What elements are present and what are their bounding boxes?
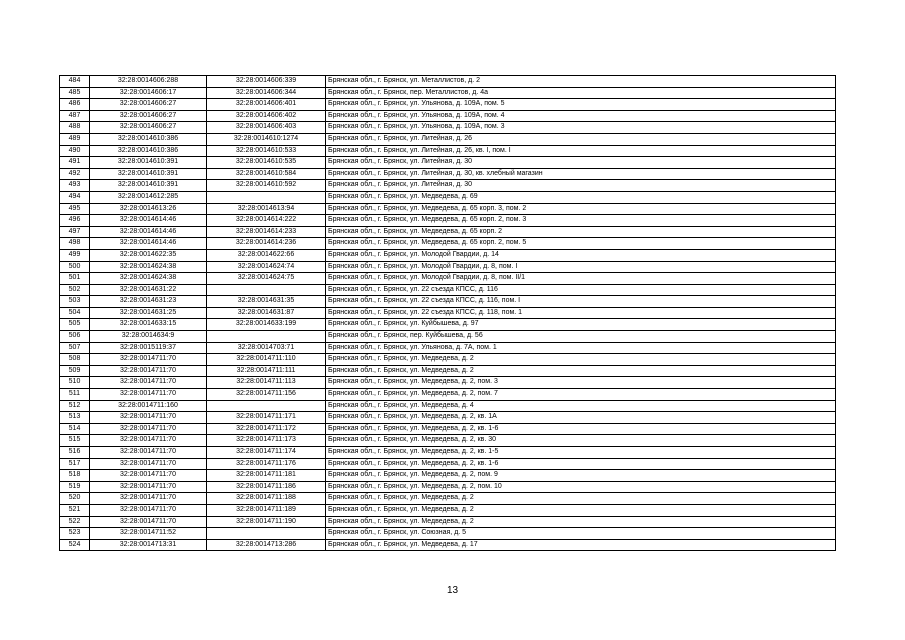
object-cadastral-number-cell <box>207 284 326 296</box>
row-number-cell: 506 <box>60 331 90 343</box>
address-cell: Брянская обл., г. Брянск, ул. Медведева, д. 4 <box>326 400 836 412</box>
table-row <box>60 539 836 551</box>
object-cadastral-number-cell <box>207 331 326 343</box>
table-row <box>60 99 836 111</box>
parcel-cadastral-number-cell: 32:28:0014711:70 <box>90 377 207 389</box>
parcel-cadastral-number-cell: 32:28:0014606:288 <box>90 76 207 88</box>
row-number-cell: 522 <box>60 516 90 528</box>
row-number-cell: 493 <box>60 180 90 192</box>
table-row <box>60 168 836 180</box>
table-row <box>60 447 836 459</box>
table-row <box>60 528 836 540</box>
row-number-cell: 517 <box>60 458 90 470</box>
parcel-cadastral-number-cell: 32:28:0014614:46 <box>90 226 207 238</box>
address-cell: Брянская обл., г. Брянск, ул. Медведева, д. 2 <box>326 354 836 366</box>
object-cadastral-number-cell: 32:28:0014711:186 <box>207 481 326 493</box>
table-row <box>60 423 836 435</box>
table-row <box>60 157 836 169</box>
object-cadastral-number-cell: 32:28:0014711:181 <box>207 470 326 482</box>
address-cell: Брянская обл., г. Брянск, ул. Медведева, д. 69 <box>326 191 836 203</box>
object-cadastral-number-cell: 32:28:0014711:189 <box>207 504 326 516</box>
object-cadastral-number-cell: 32:28:0014711:110 <box>207 354 326 366</box>
row-number-cell: 484 <box>60 76 90 88</box>
row-number-cell: 519 <box>60 481 90 493</box>
row-number-cell: 515 <box>60 435 90 447</box>
object-cadastral-number-cell: 32:28:0014711:111 <box>207 365 326 377</box>
row-number-cell: 500 <box>60 261 90 273</box>
row-number-cell: 511 <box>60 389 90 401</box>
table-row <box>60 215 836 227</box>
address-cell: Брянская обл., г. Брянск, ул. Ульянова, д. 109А, пом. 5 <box>326 99 836 111</box>
parcel-cadastral-number-cell: 32:28:0014711:70 <box>90 423 207 435</box>
address-cell: Брянская обл., г. Брянск, ул. Литейная, д. 30 <box>326 157 836 169</box>
object-cadastral-number-cell: 32:28:0014606:339 <box>207 76 326 88</box>
table-row <box>60 76 836 88</box>
object-cadastral-number-cell: 32:28:0014711:188 <box>207 493 326 505</box>
parcel-cadastral-number-cell: 32:28:0014631:23 <box>90 296 207 308</box>
row-number-cell: 498 <box>60 238 90 250</box>
parcel-cadastral-number-cell: 32:28:0014711:70 <box>90 435 207 447</box>
parcel-cadastral-number-cell: 32:28:0014606:27 <box>90 122 207 134</box>
table-row <box>60 412 836 424</box>
table-row <box>60 238 836 250</box>
object-cadastral-number-cell: 32:28:0014610:533 <box>207 145 326 157</box>
object-cadastral-number-cell: 32:28:0014606:344 <box>207 87 326 99</box>
address-cell: Брянская обл., г. Брянск, ул. Металлистов, д. 2 <box>326 76 836 88</box>
parcel-cadastral-number-cell: 32:28:0014606:27 <box>90 99 207 111</box>
table-row <box>60 122 836 134</box>
parcel-cadastral-number-cell: 32:28:0014711:70 <box>90 470 207 482</box>
object-cadastral-number-cell: 32:28:0014606:402 <box>207 110 326 122</box>
parcel-cadastral-number-cell: 32:28:0014633:15 <box>90 319 207 331</box>
object-cadastral-number-cell: 32:28:0014613:94 <box>207 203 326 215</box>
parcel-cadastral-number-cell: 32:28:0014622:35 <box>90 249 207 261</box>
object-cadastral-number-cell: 32:28:0014711:190 <box>207 516 326 528</box>
parcel-cadastral-number-cell: 32:28:0014610:391 <box>90 157 207 169</box>
parcel-cadastral-number-cell: 32:28:0014711:70 <box>90 516 207 528</box>
row-number-cell: 505 <box>60 319 90 331</box>
parcel-cadastral-number-cell: 32:28:0014711:70 <box>90 389 207 401</box>
row-number-cell: 496 <box>60 215 90 227</box>
address-cell: Брянская обл., г. Брянск, ул. Медведева, д. 65 корп. 2, пом. 3 <box>326 215 836 227</box>
parcel-cadastral-number-cell: 32:28:0014610:386 <box>90 145 207 157</box>
object-cadastral-number-cell: 32:28:0014713:286 <box>207 539 326 551</box>
address-cell: Брянская обл., г. Брянск, ул. Медведева, д. 2 <box>326 365 836 377</box>
object-cadastral-number-cell: 32:28:0014711:176 <box>207 458 326 470</box>
row-number-cell: 490 <box>60 145 90 157</box>
table-row <box>60 470 836 482</box>
object-cadastral-number-cell: 32:28:0014610:592 <box>207 180 326 192</box>
table-row <box>60 516 836 528</box>
address-cell: Брянская обл., г. Брянск, ул. Медведева, д. 2, кв. 1-6 <box>326 458 836 470</box>
address-cell: Брянская обл., г. Брянск, ул. Молодой Гвардии, д. 8, пом. I <box>326 261 836 273</box>
address-cell: Брянская обл., г. Брянск, ул. Медведева, д. 65 корп. 2, пом. 5 <box>326 238 836 250</box>
object-cadastral-number-cell: 32:28:0014711:172 <box>207 423 326 435</box>
row-number-cell: 494 <box>60 191 90 203</box>
parcel-cadastral-number-cell: 32:28:0014631:22 <box>90 284 207 296</box>
object-cadastral-number-cell: 32:28:0014711:173 <box>207 435 326 447</box>
parcel-cadastral-number-cell: 32:28:0014634:9 <box>90 331 207 343</box>
parcel-cadastral-number-cell: 32:28:0014610:391 <box>90 180 207 192</box>
table-row <box>60 226 836 238</box>
table-row <box>60 400 836 412</box>
table-row <box>60 180 836 192</box>
address-cell: Брянская обл., г. Брянск, пер. Металлистов, д. 4а <box>326 87 836 99</box>
row-number-cell: 492 <box>60 168 90 180</box>
object-cadastral-number-cell: 32:28:0014606:403 <box>207 122 326 134</box>
address-cell: Брянская обл., г. Брянск, ул. Медведева, д. 2, пом. 3 <box>326 377 836 389</box>
row-number-cell: 513 <box>60 412 90 424</box>
object-cadastral-number-cell <box>207 528 326 540</box>
row-number-cell: 502 <box>60 284 90 296</box>
table-row <box>60 261 836 273</box>
object-cadastral-number-cell: 32:28:0014624:74 <box>207 261 326 273</box>
object-cadastral-number-cell: 32:28:0014711:156 <box>207 389 326 401</box>
object-cadastral-number-cell: 32:28:0014610:584 <box>207 168 326 180</box>
address-cell: Брянская обл., г. Брянск, ул. Союзная, д. 5 <box>326 528 836 540</box>
parcel-cadastral-number-cell: 32:28:0014711:70 <box>90 354 207 366</box>
address-cell: Брянская обл., г. Брянск, ул. Медведева, д. 2 <box>326 493 836 505</box>
table-row <box>60 354 836 366</box>
table-row <box>60 203 836 215</box>
object-cadastral-number-cell: 32:28:0014633:199 <box>207 319 326 331</box>
row-number-cell: 504 <box>60 307 90 319</box>
row-number-cell: 510 <box>60 377 90 389</box>
row-number-cell: 497 <box>60 226 90 238</box>
address-cell: Брянская обл., г. Брянск, ул. Куйбышева, д. 97 <box>326 319 836 331</box>
parcel-cadastral-number-cell: 32:28:0014711:70 <box>90 447 207 459</box>
table-row <box>60 504 836 516</box>
parcel-cadastral-number-cell: 32:28:0014711:70 <box>90 481 207 493</box>
row-number-cell: 487 <box>60 110 90 122</box>
row-number-cell: 485 <box>60 87 90 99</box>
object-cadastral-number-cell: 32:28:0014610:535 <box>207 157 326 169</box>
address-cell: Брянская обл., г. Брянск, ул. Медведева, д. 2 <box>326 516 836 528</box>
address-cell: Брянская обл., г. Брянск, ул. 22 съезда КПСС, д. 118, пом. 1 <box>326 307 836 319</box>
address-cell: Брянская обл., г. Брянск, ул. Молодой Гвардии, д. 14 <box>326 249 836 261</box>
parcel-cadastral-number-cell: 32:28:0014624:38 <box>90 261 207 273</box>
parcel-cadastral-number-cell: 32:28:0014606:27 <box>90 110 207 122</box>
table-row <box>60 458 836 470</box>
parcel-cadastral-number-cell: 32:28:0014711:52 <box>90 528 207 540</box>
address-cell: Брянская обл., г. Брянск, ул. Медведева, д. 2 <box>326 504 836 516</box>
object-cadastral-number-cell: 32:28:0014614:222 <box>207 215 326 227</box>
parcel-cadastral-number-cell: 32:28:0014614:46 <box>90 238 207 250</box>
row-number-cell: 520 <box>60 493 90 505</box>
table-row <box>60 284 836 296</box>
table-row <box>60 87 836 99</box>
parcel-cadastral-number-cell: 32:28:0014614:46 <box>90 215 207 227</box>
object-cadastral-number-cell: 32:28:0014622:66 <box>207 249 326 261</box>
object-cadastral-number-cell: 32:28:0014703:71 <box>207 342 326 354</box>
table-row <box>60 110 836 122</box>
address-cell: Брянская обл., г. Брянск, ул. Медведева, д. 2, пом. 9 <box>326 470 836 482</box>
address-cell: Брянская обл., г. Брянск, ул. 22 съезда КПСС, д. 116, пом. I <box>326 296 836 308</box>
address-cell: Брянская обл., г. Брянск, ул. Медведева, д. 2, кв. 1-5 <box>326 447 836 459</box>
table-row <box>60 377 836 389</box>
address-cell: Брянская обл., г. Брянск, ул. 22 съезда КПСС, д. 116 <box>326 284 836 296</box>
address-cell: Брянская обл., г. Брянск, пер. Куйбышева, д. 56 <box>326 331 836 343</box>
table-row <box>60 342 836 354</box>
parcel-cadastral-number-cell: 32:28:0014613:26 <box>90 203 207 215</box>
row-number-cell: 499 <box>60 249 90 261</box>
address-cell: Брянская обл., г. Брянск, ул. Литейная, д. 30, кв. хлебный магазин <box>326 168 836 180</box>
parcel-cadastral-number-cell: 32:28:0015119:37 <box>90 342 207 354</box>
object-cadastral-number-cell: 32:28:0014624:75 <box>207 273 326 285</box>
table-row <box>60 331 836 343</box>
address-cell: Брянская обл., г. Брянск, ул. Ульянова, д. 109А, пом. 4 <box>326 110 836 122</box>
address-cell: Брянская обл., г. Брянск, ул. Медведева, д. 65 корп. 2 <box>326 226 836 238</box>
row-number-cell: 516 <box>60 447 90 459</box>
parcel-cadastral-number-cell: 32:28:0014606:17 <box>90 87 207 99</box>
address-cell: Брянская обл., г. Брянск, ул. Ульянова, д. 7А, пом. 1 <box>326 342 836 354</box>
table-row <box>60 191 836 203</box>
row-number-cell: 486 <box>60 99 90 111</box>
row-number-cell: 489 <box>60 133 90 145</box>
object-cadastral-number-cell: 32:28:0014606:401 <box>207 99 326 111</box>
parcel-cadastral-number-cell: 32:28:0014610:386 <box>90 133 207 145</box>
object-cadastral-number-cell: 32:28:0014711:113 <box>207 377 326 389</box>
table-row <box>60 481 836 493</box>
table-row <box>60 133 836 145</box>
address-cell: Брянская обл., г. Брянск, ул. Медведева, д. 17 <box>326 539 836 551</box>
address-cell: Брянская обл., г. Брянск, ул. Литейная, д. 26 <box>326 133 836 145</box>
row-number-cell: 501 <box>60 273 90 285</box>
row-number-cell: 488 <box>60 122 90 134</box>
row-number-cell: 518 <box>60 470 90 482</box>
row-number-cell: 514 <box>60 423 90 435</box>
row-number-cell: 503 <box>60 296 90 308</box>
table-row <box>60 307 836 319</box>
object-cadastral-number-cell <box>207 191 326 203</box>
object-cadastral-number-cell: 32:28:0014614:233 <box>207 226 326 238</box>
table-row <box>60 145 836 157</box>
address-cell: Брянская обл., г. Брянск, ул. Медведева, д. 65 корп. 3, пом. 2 <box>326 203 836 215</box>
address-cell: Брянская обл., г. Брянск, ул. Литейная, д. 26, кв. I, пом. I <box>326 145 836 157</box>
page-number: 13 <box>446 585 459 596</box>
parcel-cadastral-number-cell: 32:28:0014711:70 <box>90 504 207 516</box>
parcel-cadastral-number-cell: 32:28:0014610:391 <box>90 168 207 180</box>
parcel-cadastral-number-cell: 32:28:0014711:70 <box>90 493 207 505</box>
table-row <box>60 249 836 261</box>
object-cadastral-number-cell: 32:28:0014631:35 <box>207 296 326 308</box>
address-cell: Брянская обл., г. Брянск, ул. Литейная, д. 30 <box>326 180 836 192</box>
table-row <box>60 389 836 401</box>
row-number-cell: 509 <box>60 365 90 377</box>
cadastral-table <box>59 75 836 551</box>
parcel-cadastral-number-cell: 32:28:0014711:160 <box>90 400 207 412</box>
address-cell: Брянская обл., г. Брянск, ул. Медведева, д. 2, кв. 30 <box>326 435 836 447</box>
address-cell: Брянская обл., г. Брянск, ул. Медведева, д. 2, пом. 10 <box>326 481 836 493</box>
address-cell: Брянская обл., г. Брянск, ул. Молодой Гвардии, д. 8, пом. II/1 <box>326 273 836 285</box>
row-number-cell: 523 <box>60 528 90 540</box>
parcel-cadastral-number-cell: 32:28:0014612:285 <box>90 191 207 203</box>
address-cell: Брянская обл., г. Брянск, ул. Медведева, д. 2, кв. 1-6 <box>326 423 836 435</box>
table-row <box>60 493 836 505</box>
row-number-cell: 495 <box>60 203 90 215</box>
row-number-cell: 512 <box>60 400 90 412</box>
row-number-cell: 491 <box>60 157 90 169</box>
parcel-cadastral-number-cell: 32:28:0014631:25 <box>90 307 207 319</box>
table-row <box>60 296 836 308</box>
object-cadastral-number-cell <box>207 400 326 412</box>
parcel-cadastral-number-cell: 32:28:0014711:70 <box>90 458 207 470</box>
parcel-cadastral-number-cell: 32:28:0014711:70 <box>90 412 207 424</box>
table-row <box>60 365 836 377</box>
row-number-cell: 507 <box>60 342 90 354</box>
address-cell: Брянская обл., г. Брянск, ул. Ульянова, д. 109А, пом. 3 <box>326 122 836 134</box>
object-cadastral-number-cell: 32:28:0014711:171 <box>207 412 326 424</box>
row-number-cell: 524 <box>60 539 90 551</box>
object-cadastral-number-cell: 32:28:0014610:1274 <box>207 133 326 145</box>
table-body <box>60 76 836 551</box>
object-cadastral-number-cell: 32:28:0014614:236 <box>207 238 326 250</box>
row-number-cell: 521 <box>60 504 90 516</box>
table-row <box>60 273 836 285</box>
parcel-cadastral-number-cell: 32:28:0014624:38 <box>90 273 207 285</box>
parcel-cadastral-number-cell: 32:28:0014711:70 <box>90 365 207 377</box>
row-number-cell: 508 <box>60 354 90 366</box>
address-cell: Брянская обл., г. Брянск, ул. Медведева, д. 2, кв. 1А <box>326 412 836 424</box>
object-cadastral-number-cell: 32:28:0014711:174 <box>207 447 326 459</box>
address-cell: Брянская обл., г. Брянск, ул. Медведева, д. 2, пом. 7 <box>326 389 836 401</box>
table-row <box>60 319 836 331</box>
table-row <box>60 435 836 447</box>
parcel-cadastral-number-cell: 32:28:0014713:31 <box>90 539 207 551</box>
object-cadastral-number-cell: 32:28:0014631:87 <box>207 307 326 319</box>
